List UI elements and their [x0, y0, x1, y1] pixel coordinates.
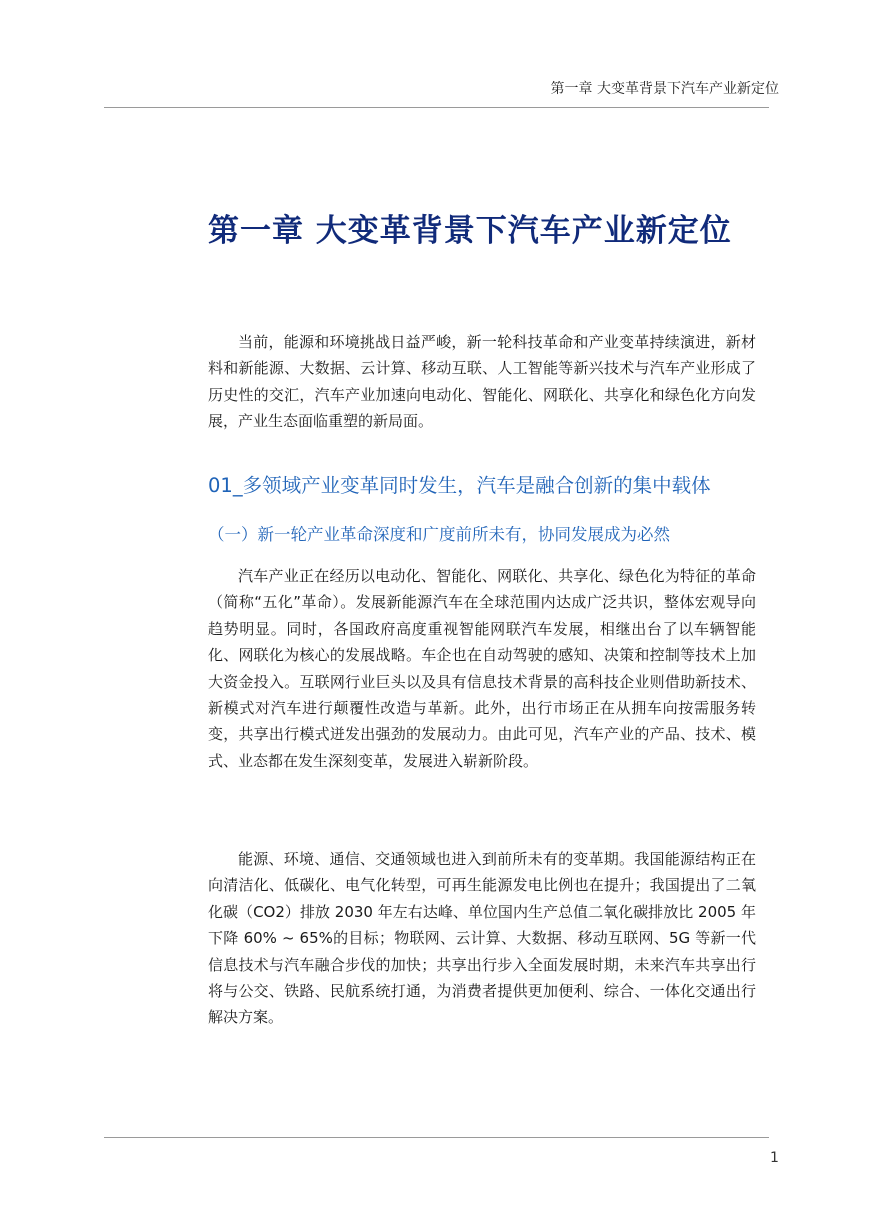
running-header: 第一章 大变革背景下汽车产业新定位	[550, 81, 779, 97]
body-block-1	[208, 563, 756, 774]
body-paragraph: 汽车产业正在经历以电动化、智能化、网联化、共享化、绿色化为特征的革命（简称“五化”革命）。发展新能源汽车在全球范围内达成广泛共识，整体宏观导向趋势明显。同时，各国政府高度重视智能网联汽车发展，相继出台了以车辆智能化、网联化为核心的发展战略。车企也在自动驾驶的感知、决策和控制等技术上加大资金投入。互联网行业巨头以及具有信息技术背景的高科技企业则借助新技术、新模式对汽车进行颠覆性改造与革新。此外，出行市场正在从拥车向按需服务转变，共享出行模式迸发出强劲的发展动力。由此可见，汽车产业的产品、技术、模式、业态都在发生深刻变革，发展进入崭新阶段。	[208, 567, 756, 770]
chapter-title: 第一章 大变革背景下汽车产业新定位	[208, 213, 732, 249]
body-block-2	[208, 846, 756, 1031]
body-paragraph: 能源、环境、通信、交通领域也进入到前所未有的变革期。我国能源结构正在向清洁化、低碳化、电气化转型，可再生能源发电比例也在提升；我国提出了二氧化碳（CO2）排放 2030 年左右达峰、单位国内生产总值二氧化碳排放比 2005 年下降 60% ~ 65%的目标；物联网、云计算、大数据、移动互联网、5G 等新一代信息技术与汽车融合步伐的加快；共享出行步入全面发展时期，未来汽车共享出行将与公交、铁路、民航系统打通，为消费者提供更加便利、综合、一体化交通出行解决方案。	[208, 850, 756, 1027]
intro-paragraph: 当前，能源和环境挑战日益严峻，新一轮科技革命和产业变革持续演进，新材料和新能源、大数据、云计算、移动互联、人工智能等新兴技术与汽车产业形成了历史性的交汇，汽车产业加速向电动化、智能化、网联化、共享化和绿色化方向发展，产业生态面临重塑的新局面。	[208, 333, 756, 431]
header-divider	[104, 107, 769, 108]
section-heading: 01_多领域产业变革同时发生，汽车是融合创新的集中载体	[208, 474, 711, 497]
footer-divider	[104, 1137, 769, 1138]
subsection-heading: （一）新一轮产业革命深度和广度前所未有，协同发展成为必然	[208, 525, 670, 544]
intro-block	[208, 329, 756, 435]
page-number: 1	[770, 1150, 779, 1166]
